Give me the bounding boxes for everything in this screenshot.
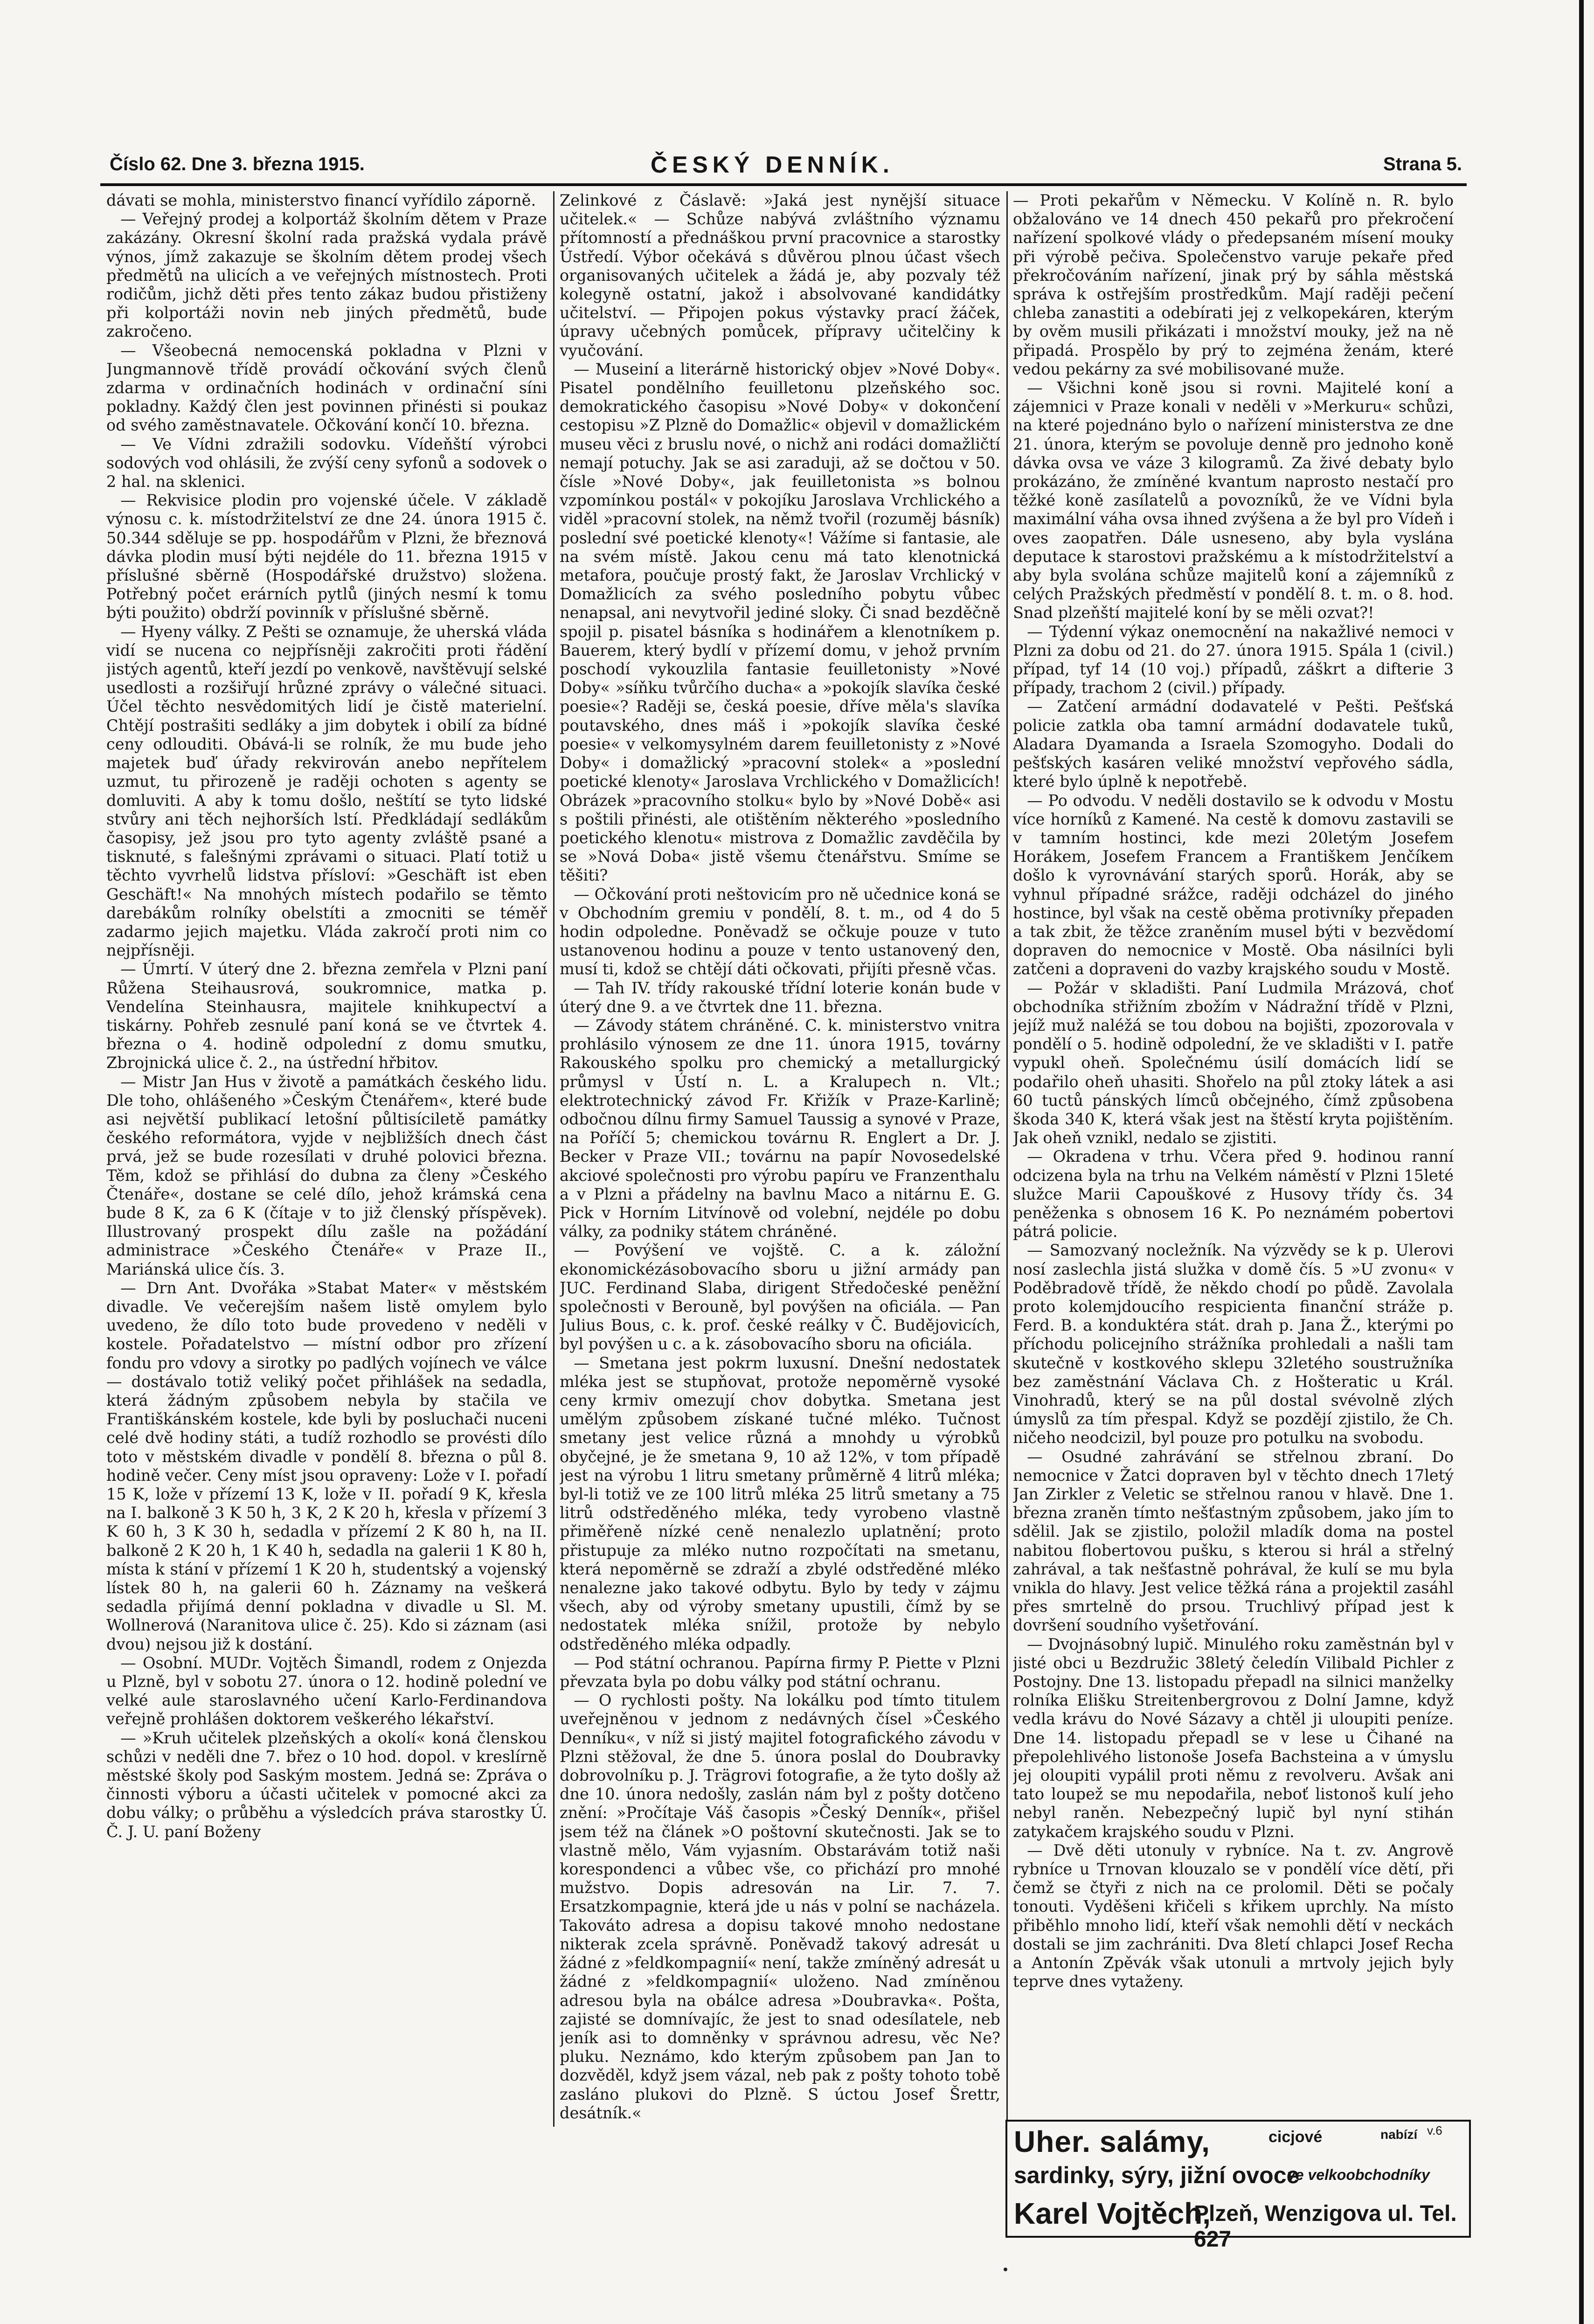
ad-small-text: ve velkoobchodníky [1287, 2166, 1430, 2183]
article-paragraph: — »Kruh učitelek plzeňských a okolí« koná členskou schůzi v neděli dne 7. břez o 10 hod. dopol. v kreslírně městské školy pod Saským mostem. Jedná se: Zpráva o činnosti výboru a účasti učitelek v pomocné akci za dobu války; o průběhu a výsledcích práva starostky Ú. Č. J. U. paní Boženy [106, 1728, 547, 1841]
article-paragraph: — Osobní. MUDr. Vojtěch Šimandl, rodem z Onjezda u Plzně, byl v sobotu 27. února o 12. hodině polední ve velké aule staroslavného učení Karlo-Ferdinandova veřejně prohlášen doktorem veškerého lékařství. [106, 1653, 547, 1728]
article-paragraph: — Pod státní ochranou. Papírna firmy P. Piette v Plzni převzata byla po dobu války pod státní ochranu. [560, 1653, 1000, 1691]
article-paragraph: — Okradena v trhu. Včera před 9. hodinou ranní odcizena byla na trhu na Velkém náměstí v Plzni 15leté služce Marii Capouškové z Husovy třídy čs. 34 peněženka s obnosem 16 K. Po neznámém pobertovi pátrá policie. [1013, 1147, 1454, 1241]
page-edge-border [1579, 0, 1584, 2324]
article-paragraph: — Mistr Jan Hus v životě a památkách českého lidu. Dle toho, ohlášeného »Českým Čtenářem«, které bude asi největší publikací letošní půltisíciletě památky českého reformátora, vyjde v nejbližších dnech část prvá, jež se bude rozesílati v druhé polovici března. Těm, kdož se přihlásí do dubna za členy »Českého Čtenáře«, dostane se celé dílo, jehož krámská cena bude 8 K, za 6 K (čítaje v to již členský příspěvek). Illustrovaný prospekt dílu zašle na požádání administrace »Českého Čtenáře« v Praze II., Mariánská ulice čís. 3. [106, 1072, 547, 1278]
article-paragraph: Zelinkové z Čáslavě: »Jaká jest nynější situace učitelek.« — Schůze nabývá zvláštního významu přítomností a přednáškou první pracovnice a starostky Ústředí. Výbor očekává s důvěrou plnou účast všech organisovaných učitelek a žádá je, aby pozvaly též kolegyně ostatní, jakož i absolvované kandidátky učitelství. — Připojen pokus výstavky prací žáček, úpravy učebných pomůcek, přípravy učitelčiny k vyučování. [560, 191, 1000, 360]
article-paragraph: — Týdenní výkaz onemocnění na nakažlivé nemoci v Plzni za dobu od 21. do 27. února 1915. Spála 1 (civil.) případ, tyf 14 (10 voj.) případů, záškrt a difterie 3 případy, trachom 2 (civil.) případy. [1013, 622, 1454, 697]
newspaper-title: ČESKÝ DENNÍK. [651, 152, 894, 178]
ad-merchant-name: Karel Vojtěch, [1014, 2197, 1211, 2230]
article-paragraph: — Zatčení armádní dodavatelé v Pešti. Pešťská policie zatkla oba tamní armádní dodavatele tuků, Aladara Dyamanda a Israela Szomogyho. Dodali do pešťských kasáren veliké množství vepřového sádla, které bylo úplně k nepotřebě. [1013, 697, 1454, 791]
article-paragraph: — Ve Vídni zdražili sodovku. Vídeňští výrobci sodových vod ohlásili, že zvýší ceny syfonů a sodovek o 2 hal. na sklenici. [106, 435, 547, 491]
article-paragraph: — Osudné zahrávání se střelnou zbraní. Do nemocnice v Žatci dopraven byl v těchto dnech 17letý Jan Zirkler z Veletic se střelnou ranou v hlavě. Dne 1. března zraněn tímto nešťastným způsobem, jako jím to sdělil. Jak se zjistilo, položil mladík doma na postel nabitou flobertovou pušku, s kterou si hrál a střelný zahrával, a tak nešťastně pohrával, že kulí se mu byla vnikla do hlavy. Jest velice těžká rána a projektil zasáhl přes smrtelně do prsou. Truchlivý případ jest k dovršení soudního vyšetřování. [1013, 1447, 1454, 1635]
article-paragraph: — Očkování proti neštovicím pro ně učednice koná se v Obchodním gremiu v pondělí, 8. t. m., od 4 do 5 hodin odpoledne. Poněvadž se očkuje pouze v tuto ustanovenou hodinu a pouze v tento ustanovený den, musí ti, kdož se chtějí dáti očkovati, přijíti přesně včas. [560, 885, 1000, 978]
article-paragraph: — Všichni koně jsou si rovni. Majitelé koní a zájemnici v Praze konali v neděli v »Merkuru« schůzi, na které pojednáno bylo o nařízení ministerstva ze dne 21. února, kterým se povoluje denně pro jednoho koně dávka ovsa ve váze 3 kilogramů. Za živé debaty bylo prokázáno, že zmíněné kvantum naprosto nestačí pro těžké koně zasílatelů a povozníků, že ve Vídni byla maximální váha ovsa ihned zvýšena a že byl pro Vídeň i oves zaopatřen. Dále usneseno, aby byla vyslána deputace k starostovi pražskému a k místodržitelství a aby byla svolána schůze majitelů koní a zájemníků z celých Pražských předměstí v pondělí 8. t. m. o 8. hod. Snad plzeňští majitelé koní by se měli ozvat?! [1013, 379, 1454, 622]
article-paragraph: — Veřejný prodej a kolportáž školním dětem v Praze zakázány. Okresní školní rada pražská vydala právě výnos, jímž zakazuje se školním dětem prodej všech předmětů na ulicích a ve veřejných místnostech. Proti rodičům, jichž děti přes tento zákaz budou přistiženy při kolportáži novin neb jiných předmětů, bude zakročeno. [106, 210, 547, 341]
article-paragraph: — Museiní a literárně historický objev »Nové Doby«. Pisatel pondělního feuilletonu plzeňského soc. demokratického časopisu »Nové Doby« v dokončení cestopisu »Z Plzně do Domažlic« objevil v domažlickém museu věci z bruslu nové, o nichž ani rodáci domažličtí nemají potuchy. Jak se asi zaraduji, až se dočtou v 50. čísle »Nové Doby«, jak feuilletonista »s bolnou vzpomínkou postál« v pokojíku Jaroslava Vrchlického a viděl »pracovní stolek, na němž tvořil (rozuměj básník) poslední své poetické klenoty«! Vážíme si fantasie, ale na svém místě. Jakou cenu má tato klenotnická metafora, poučuje prostý fakt, že Jaroslav Vrchlický v Domažlicích za svého posledního pobytu vůbec nenapsal, ani nevytvořil jediné sloky. Či snad bezděčně spojil p. pisatel básníka s hodinářem a klenotníkem p. Bauerem, který bydlí v přízemí domu, v jehož prvním poschodí vykouzlila fantasie feuilletonisty »Nové Doby« »síňku tvůrčího ducha« a »pokojík slavíka české poesie«? Raději se, česká poesie, dříve měla's slavíka poutavského, dnes máš i »pokojík slavíka české poesie« v velkomysylném darem feuilletonisty z »Nové Doby« i domažlický »pracovní stolek« a »poslední poetické klenoty« Jaroslava Vrchlického v Domažlicích! Obrázek »pracovního stolku« bylo by »Nové Době« asi s poštili přinésti, ale otištěním některého »posledního poetického klenotu« mistrova z Domažlic zavděčila by se »Nová Doba« jistě všemu čtenářstvu. Smíme se těšiti? [560, 360, 1000, 885]
article-paragraph: — Smetana jest pokrm luxusní. Dnešní nedostatek mléka jest se stupňovat, protože nepoměrně vysoké ceny krmiv omezují chov dobytka. Smetana jest umělým způsobem získané tučné mléko. Tučnost smetany jest velice různá a mnohdy u výrobků obyčejné, je že smetana 9, 10 až 12%, v tom případě jest na výrobu 1 litru smetany průměrně 4 litrů mléka; byl-li totiž ve ze 100 litrů mléka 25 litrů smetany a 75 litrů odstředěného mléka, tedy vyrobeno vlastně přiměřeně nízké ceně nenalezlo uplatnění; proto přistupuje za mléko nutno rozpočítati na smetanu, která nepoměrně se zdraží a zbylé odstředěné mléko nenalezne jako takové odbytu. Bylo by tedy v zájmu všech, aby od výroby smetany upustili, čímž by se nedostatek mléka snížil, protože by nebylo odstředěného mléka odpadly. [560, 1353, 1000, 1653]
article-paragraph: — Závody státem chráněné. C. k. ministerstvo vnitra prohlásilo výnosem ze dne 11. února 1915, továrny Rakouského spolku pro chemický a metallurgický průmysl v Ústí n. L. a Kralupech n. Vlt.; elektrotechnický závod Fr. Křižík v Praze-Karlině; odbočnou dílnu firmy Samuel Taussig a synové v Praze, na Poříčí 5; chemickou továrnu R. Englert a Dr. J. Becker v Praze VII.; továrnu na papír Novosedelské akciové společnosti pro výrobu papíru ve Franzenthalu a v Plzni a přádelny na bavlnu Maco a nitárnu E. G. Pick v Horním Litvínově od volební, nejdéle po dobu války, za podniky státem chráněné. [560, 1016, 1000, 1241]
column-3 [1013, 191, 1454, 2113]
article-paragraph: — Všeobecná nemocenská pokladna v Plzni v Jungmannově třídě provádí očkování svých členů zdarma v ordinačních hodinách v ordinační síni pokladny. Každý člen jest povinnen přinésti si poukaz od svého zaměstnavatele. Očkování končí 10. března. [106, 341, 547, 435]
article-paragraph: dávati se mohla, ministerstvo financí vyřídilo záporně. [106, 191, 536, 209]
ad-small-text: cicjové [1268, 2128, 1323, 2146]
advertisement-box [1005, 2120, 1471, 2252]
issue-date: Číslo 62. Dne 3. března 1915. [110, 154, 365, 174]
page-number: Strana 5. [1383, 154, 1462, 174]
header-rule [100, 183, 1467, 186]
article-paragraph: — Po odvodu. V neděli dostavilo se k odvodu v Mostu více horníků z Kamené. Na cestě k domovu zastavili se v tamním hostinci, kde mezi 20letým Josefem Horákem, Josefem Francem a Františkem Jenčíkem došlo k vyrovnávání starých sporů. Horák, aby se vyhnul případné srážce, raději odcházel do jiného hostince, byl však na cestě oběma protivníky přepaden a tak zbit, že těžce zraněním musel býti v bezvědomí dopraven do nemocnice v Mostě. Oba násilníci byli zatčeni a dopraveni do vazby krajského soudu v Mostě. [1013, 791, 1454, 978]
article-paragraph: — Samozvaný nocležník. Na výzvědy se k p. Ulerovi nosí zaslechla jistá služka v domě čís. 5 »U zvonu« v Poděbradově třídě, že někdo chodí po půdě. Zavolala proto kolemjdoucího respicienta finanční stráže p. Ferd. B. a konduktéra stát. drah p. Jana Ž., kterými po příchodu policejního strážníka prohledali a našli tam skutečně v kostkového sklepu 32letého soustružníka bez zaměstnání Václava Ch. z Hošteratic u Král. Vinohradů, který se na půl dostal svévolně zlých úmyslů za tím přespal. Když se pozdějí zjistilo, že Ch. ničeho neodcizil, byl pouze pro potulku na svobodu. [1013, 1241, 1454, 1447]
article-paragraph: — Drn Ant. Dvořáka »Stabat Mater« v městském divadle. Ve večerejším našem listě omylem bylo uvedeno, že dílo toto bude provedeno v neděli v kostele. Pořadatelstvo — místní odbor pro zřízení fondu pro vdovy a sirotky po padlých vojínech ve válce — dostávalo totiž veliký počet přihlášek na sedadla, která žádným způsobem nebyla by stačila ve Františkánském kostele, kde byli by posluchači nuceni celé dvě hodiny státi, a tudíž rozhodlo se provésti dílo toto v městském divadle v pondělí 8. března o půl 8. hodině večer. Ceny míst jsou opraveny: Lože v I. pořadí 15 K, lože v přízemí 13 K, lože v II. pořadí 9 K, křesla na I. balkoně 3 K 50 h, 3 K, 2 K 20 h, křesla v přízemí 3 K 60 h, 3 K 30 h, sedadla v přízemí 2 K 80 h, na II. balkoně 2 K 20 h, 1 K 40 h, sedadla na galerii 1 K 80 h, místa k stání v přízemí 1 K 20 h, studentský a vojenský lístek 80 h, na galerii 60 h. Záznamy na veškerá sedadla přijímá denní pokladna v divadle u Sl. M. Wollnerová (Naranitova ulice č. 25). Kdo si záznam (asi dvou) nejsou již k dostání. [106, 1278, 547, 1653]
article-paragraph: — Proti pekařům v Německu. V Kolíně n. R. bylo obžalováno ve 14 dnech 450 pekařů pro překročení nařízení spolkové vlády o předepsaném mísení mouky při výrobě pečiva. Společenstvo varuje pekaře před překročováním nařízení, jinak prý by sáhla městská správa k ostřejším prostředkům. Mají raději pečení chleba zanastiti a odebírati jej z velkopekáren, kterým by ověm musili přikázati i množství mouky, jež na ně připadá. Prospělo by prý to zejména ženám, které vedou pekárny za své mobilisované muže. [1013, 191, 1454, 378]
article-paragraph: — Dvě děti utonuly v rybníce. Na t. zv. Angrově rybníce u Trnovan klouzalo se v pondělí více dětí, při čemž se čtyři z nich na ce prolomil. Děti se počaly tonouti. Vyděšeni křičeli s křikem uprchly. Na místo přiběhlo mnoho lidí, kteří však nemohli dětí v neckách dostali se jim zachrániti. Dva 8letí chlapci Josef Recha a Antonín Zpěvák však utonuli a mrtvoly jejich byly teprve dnes vytaženy. [1013, 1841, 1454, 1991]
ad-small-text: nabízí [1380, 2127, 1418, 2142]
column-rule [1006, 191, 1008, 2127]
article-paragraph: — Hyeny války. Z Pešti se oznamuje, že uherská vláda vidí se nucena co nejpřísněji zakročiti proti řádění jistých agentů, kteří jezdí po venkově, navštěvují selské usedlosti a rozšiřují hrůzné zprávy o válečné situaci. Účel těchto nesvědomitých lidí je čistě materielní. Chtějí postrašiti sedláky a jim dobytek i obilí za bídné ceny odlouditi. Obává-li se rolník, že mu bude jeho majetek buď úřady rekvirován anebo nepřítelem uzmut, tu přirozeně je raději ochoten s agenty se domluviti. A aby k tomu došlo, neštítí se tyto lidské stvůry ani těch nejhorších lstí. Předkládají sedlákům časopisy, jež jsou pro tyto agenty zvláště psané a tisknuté, s falešnými zprávami o situaci. Platí totiž u těchto vyvrhelů lidstva přísloví: »Geschäft ist eben Geschäft!« Na mnohých místech podařilo se těmto darebákům rolníky obelstíti a zmocniti se téměř zadarmo jejich majetku. Vláda zakročí proti nim co nejpřísněji. [106, 622, 547, 960]
column-2 [560, 191, 1000, 2127]
article-paragraph: — Dvojnásobný lupič. Minulého roku zaměstnán byl v jisté obci u Bezdružic 38letý čeledín Vilibald Pichler z Postojny. Dne 13. listopadu přepadl na silnici manželky rolníka Elišku Streitenbergrovou z Dolní Jamne, když vedla krávu do Nové Sázavy a chtěl ji uloupiti peníze. Dne 14. listopadu přepadl se v lese u Čihané na přepolehlivého listonoše Josefa Bachsteina a v úmyslu jej oloupiti vypálil proti němu z revolveru. Avšak ani tato loupež se mu nepodařila, neboť listonoš kulí jeho nebyl raněn. Nebezpečný lupič byl nyní stihán zatykačem krajského soudu v Plzni. [1013, 1635, 1454, 1841]
article-paragraph: — Rekvisice plodin pro vojenské účele. V základě výnosu c. k. místodržitelství ze dne 24. února 1915 č. 50.344 sděluje se pp. hospodářům v Plzni, že březnová dávka plodin musí býti nejdéle do 11. března 1915 v příslušné sběrně (Hospodářské družstvo) složena. Potřebný počet erárních pytlů (jiných nesmí k tomu býti použito) obdrží povinník v příslušné sběrně. [106, 491, 547, 622]
article-paragraph: — Požár v skladišti. Paní Ludmila Mrázová, choť obchodníka střižním zbožím v Nádražní třídě v Plzni, jejíž muž naléžá se tou dobou na bojišti, zpozorovala v pondělí o 5. hodině odpolední, že ve skladišti v I. patře vypukl oheň. Společnému úsilí domácích lidí se podařilo oheň uhasiti. Shořelo na půl ztoky látek a asi 60 tuctů pánských límců občejného, čímž způsobena škoda 340 K, která však jest na štěstí kryta pojištěním. Jak oheň vznikl, nedalo se zjistiti. [1013, 978, 1454, 1147]
print-mark [1004, 2268, 1007, 2271]
article-paragraph: — O rychlosti pošty. Na lokálku pod tímto titulem uveřejněnou v jednom z nedávných čísel »Českého Denníku«, v níž si jistý majitel fotografického závodu v Plzni stěžoval, že dne 5. února poslal do Doubravky dobrovolníku p. J. Trägrovi fotografie, a že tyto došly až dne 10. února nedošly, zaslán nám byl z pošty dotčeno znění: »Pročítaje Váš časopis »Český Denník«, přišel jsem též na článek »O poštovní skutečnosti. Jak se to vlastně mělo, Vám vyjasním. Obstarávám totiž naši korespondenci a vůbec vše, co přichází pro mnohé mužstvo. Dopis adresován na Lir. 7. 7. Ersatzkompagnie, která jde u nás v polní se nacházela. Takováto adresa a dopisu takové mnoho nedostane nikterak zcela správně. Poněvadž takový adresát u žádné z »feldkompagnií« není, takže zmíněný adresát u žádné z »feldkompagnií« uloženo. Nad zmíněnou adresou byla na obálce adresa »Doubravka«. Pošta, zajisté se domnívajíc, že jest to snad odesílatele, neb jeník asi to domněnky v správnou adresu, věc Ne? pluku. Neznámo, kdo kterým způsobem pan Jan to dozvěděl, když jsem vázal, neb pak z pošty tohoto tobě zasláno plukovi do Plzně. S úctou Josef Šrettr, desátník.« [560, 1691, 1000, 2122]
column-1 [106, 191, 547, 2127]
ad-small-text: v.6 [1427, 2123, 1442, 2137]
column-rule [553, 191, 554, 2127]
ad-headline: Uher. salámy, [1014, 2125, 1210, 2158]
ad-products: sardinky, sýry, jižní ovoce [1014, 2162, 1300, 2188]
article-paragraph: — Tah IV. třídy rakouské třídní loterie konán bude v úterý dne 9. a ve čtvrtek dne 11. března. [560, 978, 1000, 1016]
article-paragraph: — Povýšení ve vojště. C. a k. záložní ekonomickézásobovacího sboru u jižní armády pan JUC. Ferdinand Slaba, dirigent Středočeské peněžní společnosti v Berouně, byl povýšen na oficiála. — Pan Julius Bous, c. k. prof. české reálky v Č. Budějovicích, byl povýšen u c. a k. zásobovacího sboru na oficiála. [560, 1241, 1000, 1353]
ad-address: Plzeň, Wenzigova ul. Tel. 627 [1194, 2201, 1457, 2252]
article-paragraph: — Úmrtí. V úterý dne 2. března zemřela v Plzni paní Růžena Steihausrová, soukromnice, matka p. Vendelína Steinhausra, majitele knihkupectví a tiskárny. Pohřeb zesnulé paní koná se ve čtvrtek 4. března o 4. hodině odpolední z domu smutku, Zbrojnická ulice č. 2., na ústřední hřbitov. [106, 960, 547, 1072]
page-header [100, 150, 1467, 178]
